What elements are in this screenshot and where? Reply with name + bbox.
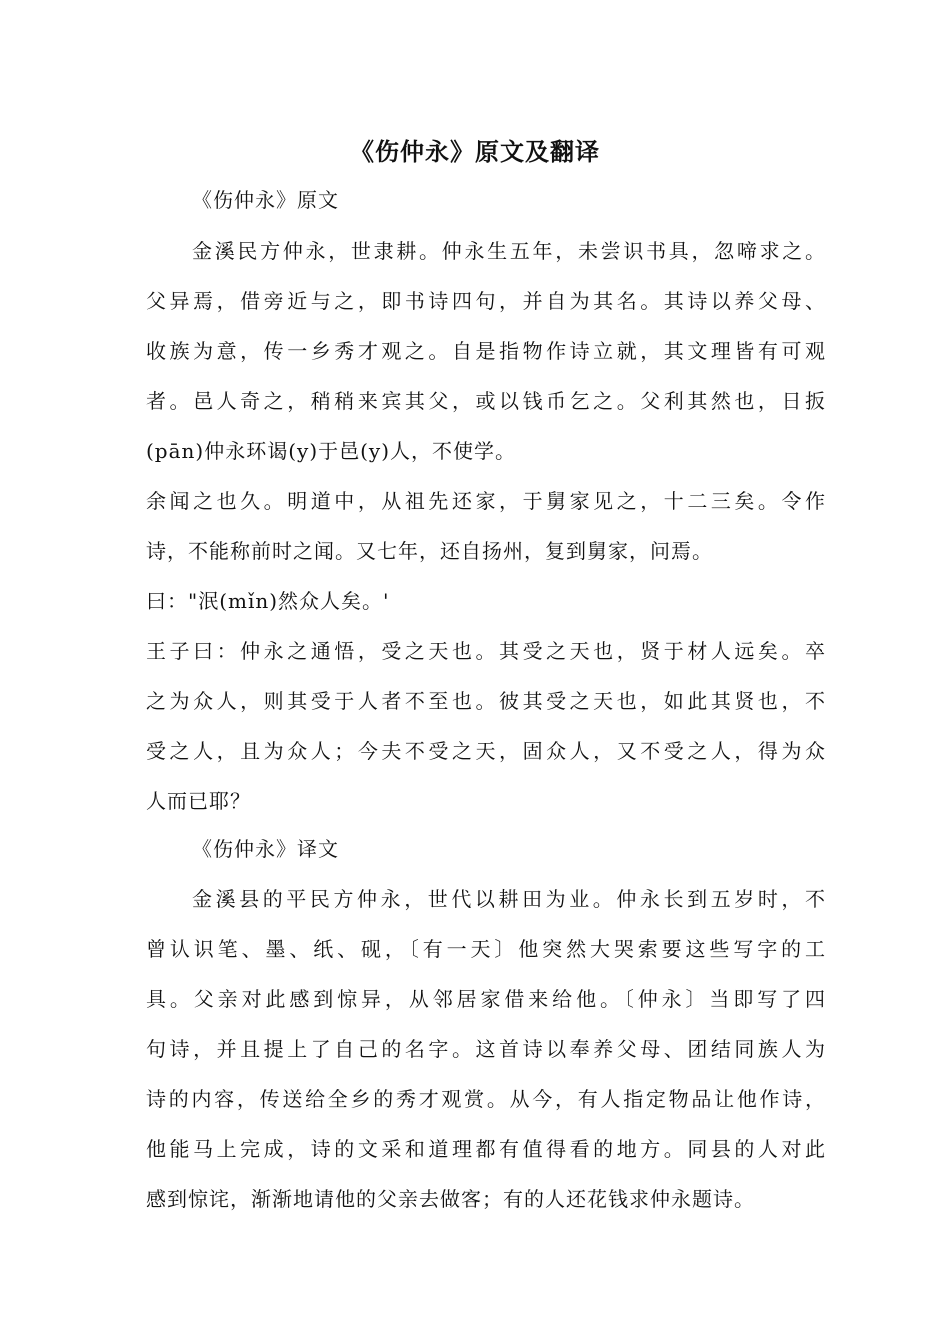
translation-text-line: 他能马上完成，诗的文采和道理都有值得看的地方。同县的人对此 (146, 1137, 826, 1161)
translation-text-line: 感到惊诧，渐渐地请他的父亲去做客；有的人还花钱求仲永题诗。 (146, 1187, 755, 1211)
original-text-line: 受之人，且为众人；今夫不受之天，固众人，又不受之人，得为众 (146, 739, 826, 763)
original-text-line: (pān)仲永环谒(y)于邑(y)人，不使学。 (146, 439, 517, 463)
original-section-heading: 《伤仲永》原文 (192, 188, 339, 212)
translation-text-line: 具。父亲对此感到惊异，从邻居家借来给他。〔仲永〕当即写了四 (146, 987, 826, 1011)
original-text-line: 王子曰：仲永之通悟，受之天也。其受之天也，贤于材人远矣。卒 (146, 639, 826, 663)
original-text-line: 曰："泯(mǐn)然众人矣。' (146, 589, 390, 613)
original-text-line: 之为众人，则其受于人者不至也。彼其受之天也，如此其贤也，不 (146, 689, 826, 713)
translation-section-heading: 《伤仲永》译文 (192, 837, 339, 861)
translation-text-line: 诗的内容，传送给全乡的秀才观赏。从今，有人指定物品让他作诗， (146, 1087, 826, 1111)
original-text-line: 金溪民方仲永，世隶耕。仲永生五年，未尝识书具，忽啼求之。 (192, 239, 826, 263)
original-text-line: 诗，不能称前时之闻。又七年，还自扬州，复到舅家，问焉。 (146, 539, 713, 563)
original-text-line: 父异焉，借旁近与之，即书诗四句，并自为其名。其诗以养父母、 (146, 289, 826, 313)
original-text-line: 余闻之也久。明道中，从祖先还家，于舅家见之，十二三矣。令作 (146, 489, 826, 513)
original-text-line: 人而已耶？ (146, 789, 251, 813)
translation-text-line: 曾认识笔、墨、纸、砚，〔有一天〕他突然大哭索要这些写字的工 (146, 937, 826, 961)
original-text-line: 收族为意，传一乡秀才观之。自是指物作诗立就，其文理皆有可观 (146, 339, 826, 363)
original-text-line: 者。邑人奇之，稍稍来宾其父，或以钱币乞之。父利其然也，日扳 (146, 389, 826, 413)
translation-text-line: 金溪县的平民方仲永，世代以耕田为业。仲永长到五岁时，不 (192, 887, 826, 911)
translation-text-line: 句诗，并且提上了自己的名字。这首诗以奉养父母、团结同族人为 (146, 1037, 826, 1061)
document-title: 《伤仲永》原文及翻译 (350, 137, 600, 166)
